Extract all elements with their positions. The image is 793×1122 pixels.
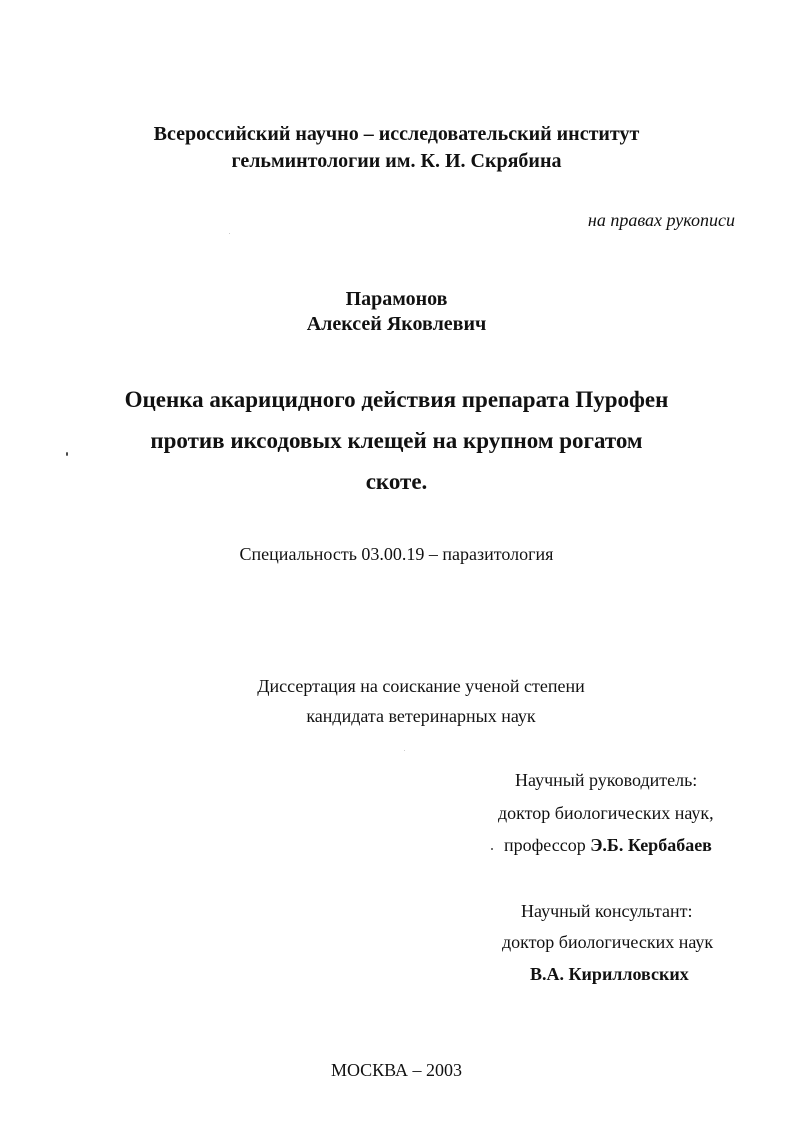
scan-speck bbox=[491, 848, 493, 850]
manuscript-note: на правах рукописи bbox=[587, 210, 735, 230]
dissertation-line-2: кандидата ветеринарных наук bbox=[306, 706, 536, 726]
title-line-2: против иксодовых клещей на крупном рогатом bbox=[150, 428, 643, 453]
consultant-label: Научный консультант: bbox=[521, 901, 693, 921]
institution-line-1: Всероссийский научно – исследовательский институт bbox=[153, 123, 640, 145]
consultant-degree: доктор биологических наук bbox=[502, 932, 714, 952]
institution-line-2: гельминтологии им. К. И. Скрябина bbox=[231, 150, 562, 172]
title-line-3: скоте. bbox=[365, 469, 428, 494]
scan-speck bbox=[404, 750, 405, 751]
supervisor-label: Научный руководитель: bbox=[515, 770, 698, 790]
scan-speck bbox=[66, 452, 68, 456]
supervisor-line bbox=[504, 836, 712, 854]
supervisor-name: Э.Б. Кербабаев bbox=[590, 835, 712, 855]
supervisor-degree: доктор биологических наук, bbox=[498, 803, 714, 823]
supervisor-title: профессор bbox=[504, 835, 591, 855]
author-surname: Парамонов bbox=[345, 288, 448, 310]
scan-speck bbox=[229, 233, 230, 234]
author-given-names: Алексей Яковлевич bbox=[306, 313, 487, 335]
consultant-name: В.А. Кирилловских bbox=[530, 964, 689, 984]
title-line-1: Оценка акарицидного действия препарата Пурофен bbox=[124, 387, 669, 412]
specialty: Специальность 03.00.19 – паразитология bbox=[239, 544, 554, 564]
dissertation-line-1: Диссертация на соискание ученой степени bbox=[257, 676, 585, 696]
city-year: МОСКВА – 2003 bbox=[330, 1060, 463, 1080]
